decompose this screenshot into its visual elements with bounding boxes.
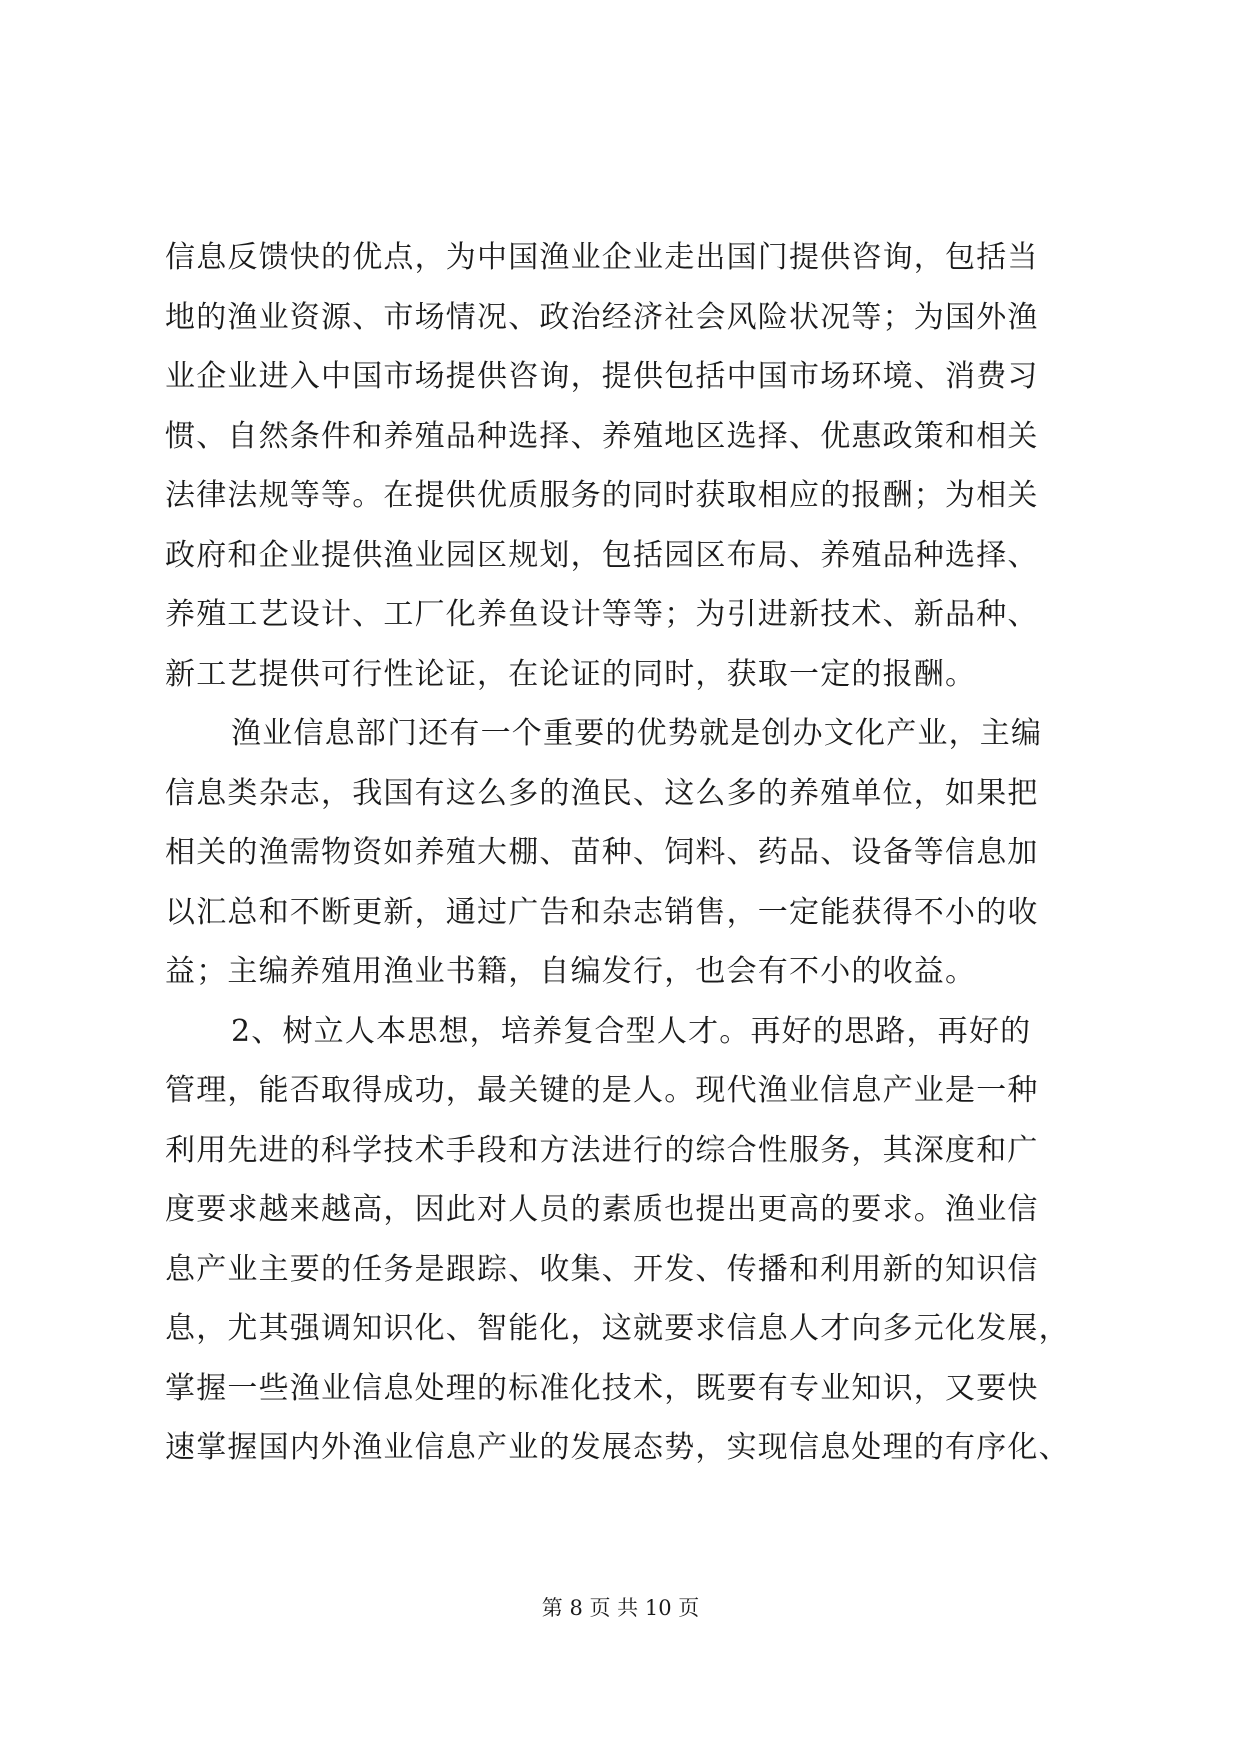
paragraph-first-line: 2、树立人本思想，培养复合型人才。再好的思路，再好的 — [231, 1013, 1032, 1049]
body-line: 以汇总和不断更新，通过广告和杂志销售，一定能获得不小的收 — [165, 894, 1039, 930]
body-line: 法律法规等等。在提供优质服务的同时获取相应的报酬；为相关 — [165, 478, 1039, 513]
body-line: 利用先进的科学技术手段和方法进行的综合性服务，其深度和广 — [165, 1132, 1039, 1168]
body-line: 信息反馈快的优点，为中国渔业企业走出国门提供咨询，包括当 — [165, 240, 1039, 275]
body-line: 业企业进入中国市场提供咨询，提供包括中国市场环境、消费习 — [165, 359, 1039, 394]
body-line: 息产业主要的任务是跟踪、收集、开发、传播和利用新的知识信 — [165, 1251, 1039, 1287]
body-line: 地的渔业资源、市场情况、政治经济社会风险状况等；为国外渔 — [165, 299, 1039, 335]
body-line: 惯、自然条件和养殖品种选择、养殖地区选择、优惠政策和相关 — [165, 418, 1039, 454]
body-line: 养殖工艺设计、工厂化养鱼设计等等；为引进新技术、新品种、 — [165, 597, 1039, 632]
body-line: 管理，能否取得成功，最关键的是人。现代渔业信息产业是一种 — [165, 1073, 1039, 1108]
body-line: 新工艺提供可行性论证，在论证的同时，获取一定的报酬。 — [165, 656, 977, 692]
body-line: 信息类杂志，我国有这么多的渔民、这么多的养殖单位，如果把 — [165, 775, 1039, 811]
page-number-footer: 第 8 页 共 10 页 — [541, 1596, 700, 1620]
body-line: 掌握一些渔业信息处理的标准化技术，既要有专业知识，又要快 — [165, 1370, 1039, 1406]
body-line: 度要求越来越高，因此对人员的素质也提出更高的要求。渔业信 — [165, 1192, 1039, 1227]
paragraph-first-line: 渔业信息部门还有一个重要的优势就是创办文化产业，主编 — [231, 716, 1043, 751]
body-line: 相关的渔需物资如养殖大棚、苗种、饲料、药品、设备等信息加 — [165, 835, 1039, 870]
body-line: 速掌握国内外渔业信息产业的发展态势，实现信息处理的有序化、 — [165, 1430, 1070, 1465]
document-body — [165, 228, 1080, 1478]
body-line: 政府和企业提供渔业园区规划，包括园区布局、养殖品种选择、 — [165, 537, 1039, 573]
body-line: 益；主编养殖用渔业书籍，自编发行，也会有不小的收益。 — [165, 954, 977, 989]
body-line: 息，尤其强调知识化、智能化，这就要求信息人才向多元化发展， — [165, 1311, 1070, 1346]
